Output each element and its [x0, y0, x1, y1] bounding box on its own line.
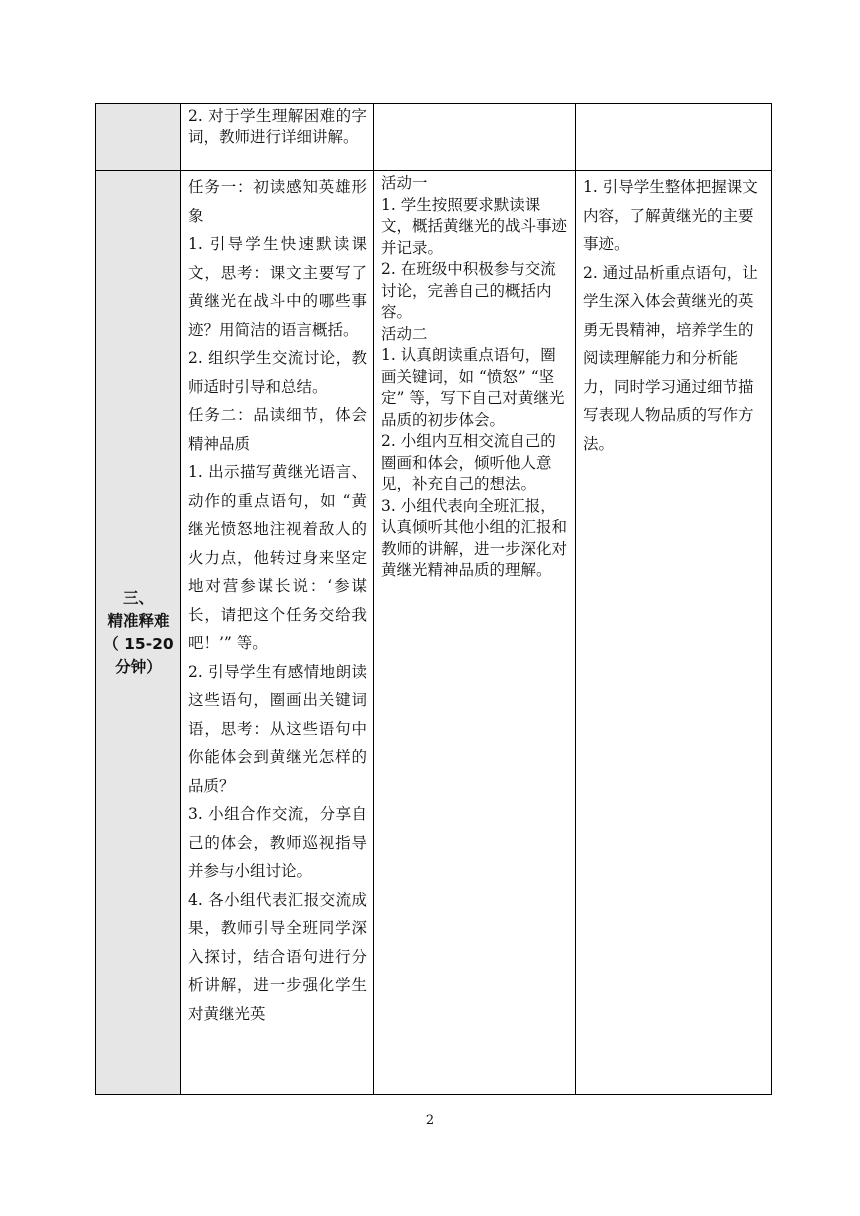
paragraph: 2. 通过品析重点语句，让学生深入体会黄继光的英勇无畏精神，培养学生的阅读理解能力和分析能力，同时学习通过细节描写表现人物品质的写作方法。 — [583, 263, 758, 453]
lesson-plan-table — [95, 103, 772, 1095]
paragraph: 4. 各小组代表汇报交流成果，教师引导全班同学深入探讨，结合语句进行分析讲解，进一步强化学生对黄继光英 — [188, 890, 367, 1023]
paragraph: 3. 小组合作交流，分享自己的体会，教师巡视指导并参与小组讨论。 — [188, 805, 367, 880]
task-heading: 任务一：初读感知英雄形象 — [188, 178, 367, 225]
task-heading: 任务二：品读细节，体会精神品质 — [188, 406, 367, 453]
paragraph: 1. 引导学生整体把握课文内容，了解黄继光的主要事迹。 — [583, 178, 758, 253]
paragraph: 1. 学生按照要求默读课文，概括黄继光的战斗事迹并记录。 — [381, 195, 568, 257]
table-row — [96, 171, 772, 1095]
paragraph: 2. 引导学生有感情地朗读这些语句，圈画出关键词语，思考：从这些语句中你能体会到黄继光怎样的品质？ — [188, 662, 367, 795]
stage-cell — [96, 171, 181, 1095]
teacher-activity-cell — [181, 104, 374, 171]
paragraph: 2. 在班级中积极参与交流讨论，完善自己的概括内容。 — [381, 260, 556, 321]
table-row — [96, 104, 772, 171]
stage-duration: （ 15-20 — [103, 634, 174, 653]
teacher-activity-cell — [181, 171, 374, 1095]
stage-duration-unit: 分钟） — [115, 657, 162, 676]
student-activity-cell-empty — [374, 104, 576, 171]
stage-number: 三、 — [122, 588, 154, 607]
paragraph: 1. 出示描写黄继光语言、动作的重点语句，如 “黄继光愤怒地注视着敌人的火力点，他转过身来坚定地对营参谋长说：‘参谋长，请把这个任务交给我吧！’” 等。 — [188, 463, 367, 652]
page-number: 2 — [425, 1113, 435, 1128]
activity-heading: 活动二 — [381, 324, 428, 343]
stage-title: 精准释难 — [107, 611, 170, 630]
activity-heading: 活动一 — [381, 174, 428, 192]
paragraph: 1. 认真朗读重点语句，圈画关键词，如 “愤怒” “坚定” 等，写下自己对黄继光品质的初步体会。 — [381, 346, 565, 429]
design-intent-cell — [576, 171, 772, 1095]
paragraph: 3. 小组代表向全班汇报，认真倾听其他小组的汇报和教师的讲解，进一步深化对黄继光精神品质的理解。 — [381, 496, 568, 579]
paragraph: 2. 对于学生理解困难的字词，教师进行详细讲解。 — [188, 107, 367, 146]
student-activity-cell — [374, 171, 576, 1095]
stage-cell-empty — [96, 104, 181, 171]
design-intent-cell-empty — [576, 104, 772, 171]
paragraph: 2. 组织学生交流讨论，教师适时引导和总结。 — [188, 349, 367, 396]
paragraph: 2. 小组内互相交流自己的圈画和体会，倾听他人意见，补充自己的想法。 — [381, 432, 556, 493]
paragraph: 1. 引导学生快速默读课文，思考：课文主要写了黄继光在战斗中的哪些事迹？用简洁的语言概括。 — [188, 235, 367, 339]
